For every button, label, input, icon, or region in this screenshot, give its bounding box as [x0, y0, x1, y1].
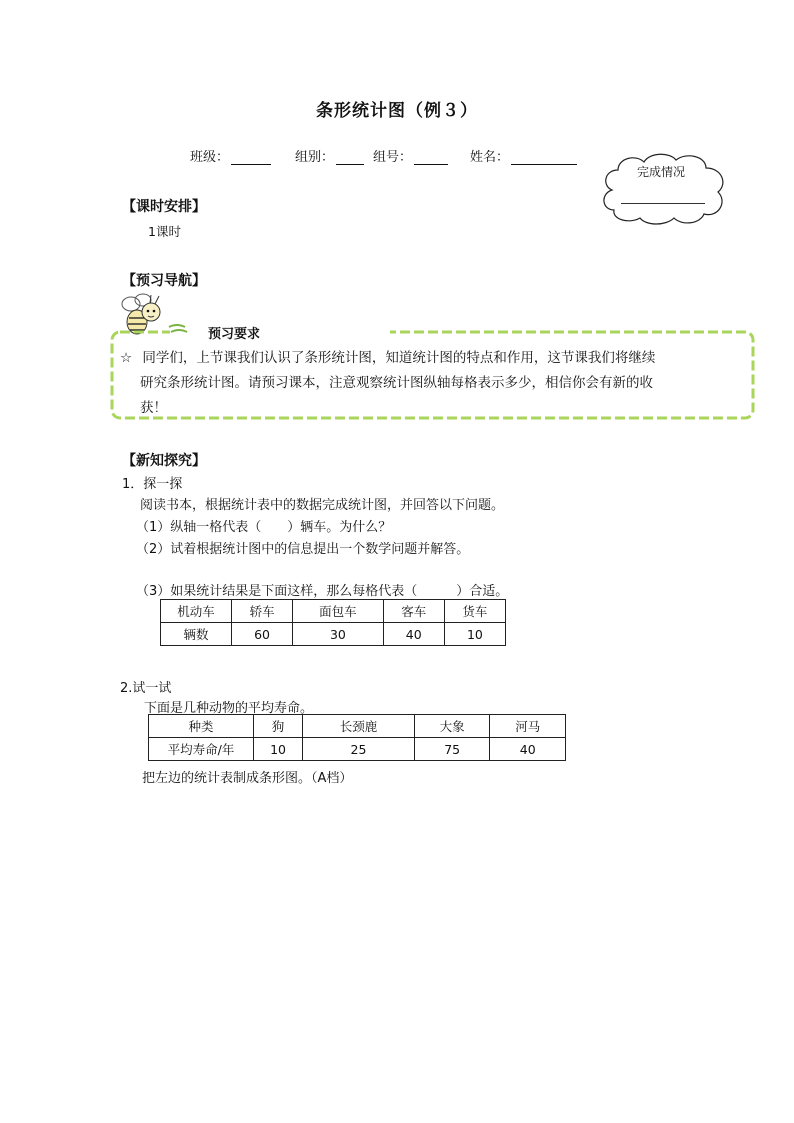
item2-title: 2.试一试 — [120, 681, 172, 696]
number-label: 组号： — [373, 150, 413, 165]
completion-blank[interactable] — [621, 203, 705, 204]
question-2: （2）试着根据统计图中的信息提出一个数学问题并解答。 — [136, 542, 470, 557]
preview-line-1: 同学们，上节课我们认识了条形统计图，知道统计图的特点和作用，这节课我们将继续 — [142, 350, 656, 366]
item2-task: 把左边的统计表制成条形图。（A档） — [142, 771, 353, 786]
schedule-text: 1课时 — [148, 224, 181, 239]
class-blank[interactable] — [231, 150, 271, 165]
table-cell: 40 — [383, 623, 444, 646]
schedule-heading: 【课时安排】 — [122, 199, 206, 215]
preview-text — [120, 346, 680, 421]
item2-desc: 下面是几种动物的平均寿命。 — [144, 701, 314, 716]
table-header-cell: 客车 — [383, 600, 444, 623]
star-icon: ☆ — [120, 350, 133, 366]
table-row — [161, 623, 506, 646]
completion-cloud-icon — [600, 150, 730, 226]
class-field — [190, 146, 271, 165]
table-cell: 10 — [254, 738, 303, 761]
table-cell: 75 — [414, 738, 490, 761]
name-label: 姓名： — [470, 150, 510, 165]
table-header-cell: 河马 — [490, 715, 566, 738]
completion-label: 完成情况 — [637, 165, 686, 179]
table-cell: 辆数 — [161, 623, 232, 646]
page-title: 条形统计图（例３） — [316, 101, 478, 121]
name-field — [470, 146, 577, 165]
table-header-row — [161, 600, 506, 623]
table-cell: 10 — [444, 623, 505, 646]
table-header-cell: 种类 — [149, 715, 254, 738]
table-cell: 60 — [232, 623, 293, 646]
preview-box-title: 预习要求 — [208, 327, 261, 342]
name-blank[interactable] — [511, 150, 577, 165]
table-header-cell: 机动车 — [161, 600, 232, 623]
table-cell: 30 — [293, 623, 384, 646]
table-header-cell: 长颈鹿 — [303, 715, 415, 738]
table-header-cell: 面包车 — [293, 600, 384, 623]
preview-line-3: 获！ — [140, 400, 167, 416]
table-cell: 25 — [303, 738, 415, 761]
table-cell: 40 — [490, 738, 566, 761]
explore-heading: 【新知探究】 — [122, 453, 206, 469]
group-blank[interactable] — [336, 150, 364, 165]
leaf-icon — [167, 323, 189, 335]
table-header-cell: 轿车 — [232, 600, 293, 623]
table-header-row — [149, 715, 566, 738]
group-field — [295, 146, 364, 165]
number-field — [373, 146, 448, 165]
preview-line-2: 研究条形统计图。请预习课本，注意观察统计图纵轴每格表示多少，相信你会有新的收 — [140, 375, 653, 391]
animal-lifespan-table — [148, 714, 566, 761]
group-label: 组别： — [295, 150, 335, 165]
vehicle-table — [160, 599, 506, 646]
question-1: （1）纵轴一格代表（ ）辆车。为什么？ — [136, 520, 392, 535]
question-3: （3）如果统计结果是下面这样，那么每格代表（ ）合适。 — [136, 584, 509, 599]
table-header-cell: 狗 — [254, 715, 303, 738]
table-row — [149, 738, 566, 761]
number-blank[interactable] — [414, 150, 448, 165]
preview-heading: 【预习导航】 — [122, 273, 206, 289]
item1-desc: 阅读书本，根据统计表中的数据完成统计图，并回答以下问题。 — [140, 498, 505, 513]
class-label: 班级： — [190, 150, 230, 165]
table-header-cell: 大象 — [414, 715, 490, 738]
item1-title: 1．探一探 — [122, 477, 183, 492]
table-cell: 平均寿命/年 — [149, 738, 254, 761]
table-header-cell: 货车 — [444, 600, 505, 623]
